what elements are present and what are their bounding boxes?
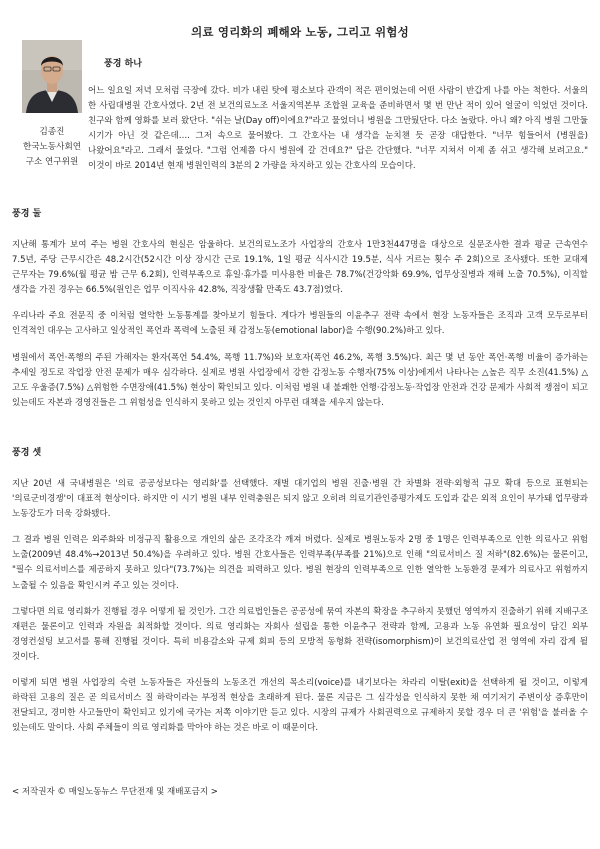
article-title: 의료 영리화의 폐해와 노동, 그리고 위험성 (191, 25, 409, 39)
author-photo (22, 40, 82, 113)
author-role: 구소 연구위원 (25, 157, 79, 167)
section-3-paragraph-1: 지난 20년 새 국내병원은 '의료 공공성보다는 영리화'를 선택했다. 재벌 대기업의 병원 진출·병원 간 차별화 전략·외형적 규모 확대 등으로 표현되는 '의료군비경쟁'이 대표적 현상이다. 하지만 이 시기 병원 내부 인력충원은 되지 않고 오히려 의료기관인증평가제도 도입과 같은 외적 요인이 부가돼 업무량과 노동강도가 더욱 강화됐다. (12, 479, 588, 520)
author-info (12, 125, 92, 170)
section-2 (12, 206, 588, 411)
section-2-title: 풍경 둘 (12, 209, 42, 219)
section-2-paragraph-3: 병원에서 폭언·폭행의 주된 가해자는 환자(폭언 54.4%, 폭행 11.7%)와 보호자(폭언 46.2%, 폭행 3.5%)다. 최근 몇 년 동안 폭언·폭행 비율이 증가하는 추세일 정도로 작업장 안전 문제가 매우 심각하다. 실제로 병원 사업장에서 강한 감정노동 수행자(75% 이상)에게서 나타나는 △높은 직무 소진(41.5%) △고도 우울증(7.5%) △위험한 수면장애(41.5%) 현상이 확인되고 있다. 이처럼 병원 내 불쾌한 언행·감정노동·작업장 안전과 건강 문제가 사회적 쟁점이 되고 있는데도 자본과 경영진들은 그 위험성을 인식하지 못하고 있는 것인지 아무런 대책을 세우지 않는다. (12, 352, 588, 408)
section-2-paragraph-2: 우리나라 주요 전문직 중 이처럼 열악한 노동통계를 찾아보기 힘들다. 게다가 병원들의 이윤추구 전략 속에서 현장 노동자들은 조직과 고객 모두로부터 인격적인 대우는 고사하고 일상적인 폭언과 폭력에 노출된 채 감정노동(emotional labor)을 수행(90.2%)하고 있다. (12, 311, 588, 337)
author-name: 김종진 (39, 127, 65, 137)
section-3-title: 풍경 셋 (12, 448, 42, 458)
author-org: 한국노동사회연 (22, 142, 82, 152)
section-3-paragraph-2: 그 결과 병원 인력은 외주화와 비정규직 활용으로 개인의 삶은 조각조각 깨져 버렸다. 실제로 병원노동자 2명 중 1명은 인력부족으로 인한 의료사고 위험 노출(2009년 48.4%→2013년 50.4%)을 우려하고 있다. 병원 간호사들은 인력부족(부족률 21%)으로 인해 "의료서비스 질 저하"(82.6%)는 물론이고, "필수 의료서비스를 제공하지 못하고 있다"(73.7%)는 의견을 피력하고 있다. 병원 현장의 인력부족으로 인한 열악한 노동환경 문제가 의료사고 위험까지 노출될 수 있음을 확인시켜 주고 있는 것이다. (12, 535, 588, 591)
section-3-paragraph-3: 그렇다면 의료 영리화가 진행될 경우 어떻게 될 것인가. 그간 의료법인들은 공공성에 묶여 자본의 확장을 추구하지 못했던 영역까지 진출하기 위해 지배구조 재편은 물론이고 인력과 자원을 최적화할 것이다. 의료 영리화는 자회사 설립을 통한 이윤추구 전략과 함께, 고용과 노동 유연화 필요성이 담긴 외부 경영컨설팅 보고서를 통해 진행될 것이다. 특히 비용감소와 규제 회피 등의 모방적 동형화 전략(isomorphism)이 보건의료산업 전 영역에 자리 잡게 될 것이다. (12, 606, 588, 662)
copyright-notice: < 저작권자 © 매일노동뉴스 무단전재 및 재배포금지 > (12, 787, 218, 797)
section-1-title: 풍경 하나 (104, 59, 142, 69)
section-3 (12, 445, 588, 736)
section-2-paragraph-1: 지난해 통계가 보여 주는 병원 간호사의 현실은 암울하다. 보건의료노조가 사업장의 간호사 1만3천447명을 대상으로 실문조사한 결과 평균 근속연수 7.5년, 주당 근무시간은 48.2시간(52시간 이상 장시간 근로 19.1%, 1일 평균 식사시간 19.5분, 식사 거르는 횟수 주 2회)으로 조사됐다. 또한 교대제 근무자는 79.6%(월 평균 밤 근무 6.2회), 인력부족으로 휴일·휴가를 미사용한 비율은 78.7%(건강악화 69.9%, 업무상질병과 재해 노출 70.5%), 이직할 생각을 가진 경우는 66.5%(원인은 업무 이직사유 42.8%, 직장생활 만족도 43.7점)였다. (12, 240, 588, 296)
section-1-paragraph-1: 어느 일요일 저녁 모처럼 극장에 갔다. 비가 내린 탓에 평소보다 관객이 적은 편이었는데 어떤 사람이 반갑게 나를 아는 척한다. 서울의 한 사립대병원 간호사였다. 2년 전 보건의료노조 서울지역본부 조합원 교육을 준비하면서 몇 번 만난 적이 있어 얼굴이 익었던 것이다. 친구와 함께 영화를 보러 왔단다. "쉬는 날(Day off)이에요?"라고 물었더니 병원을 그만뒀단다. 다소 놀랐다. 아니 왜? 아직 병원 그만둘 시기가 아닌 것 같은데…. 그저 속으로 물어봤다. 그 간호사는 내 생각을 눈치챈 듯 곧장 대답한다. "너무 힘들어서 (병원을) 나왔어요"라고. 그래서 물었다. "그럼 언제쯤 다시 병원에 갈 건데요?" 답은 간단했다. "너무 지쳐서 이제 좀 쉬고 생각해 보려고요." 이것이 바로 2014년 현재 병원인력의 3분의 2 가량을 차지하고 있는 간호사의 모습이다. (88, 86, 588, 172)
section-3-paragraph-4: 이렇게 되면 병원 사업장의 숙련 노동자들은 자신들의 노동조건 개선의 목소리(voice)를 내기보다는 차라리 이탈(exit)을 선택하게 될 것이고, 이렇게 하락된 고용의 질은 곧 의료서비스 질 하락이라는 부정적 현상을 초래하게 된다. 물론 지금은 그 심각성을 인식하지 못한 채 여기저기 주변이상 증후만이 전달되고, 경미한 사고들만이 확인되고 있기에 국가는 저쪽 이야기만 듣고 있다. 시장의 규제가 사회권력으로 규제하지 못할 경우 더 큰 '위험'을 불러올 수 있는데도 말이다. 사회 주체들이 의료 영리화를 막아야 하는 것은 바로 이 때문이다. (12, 678, 588, 734)
